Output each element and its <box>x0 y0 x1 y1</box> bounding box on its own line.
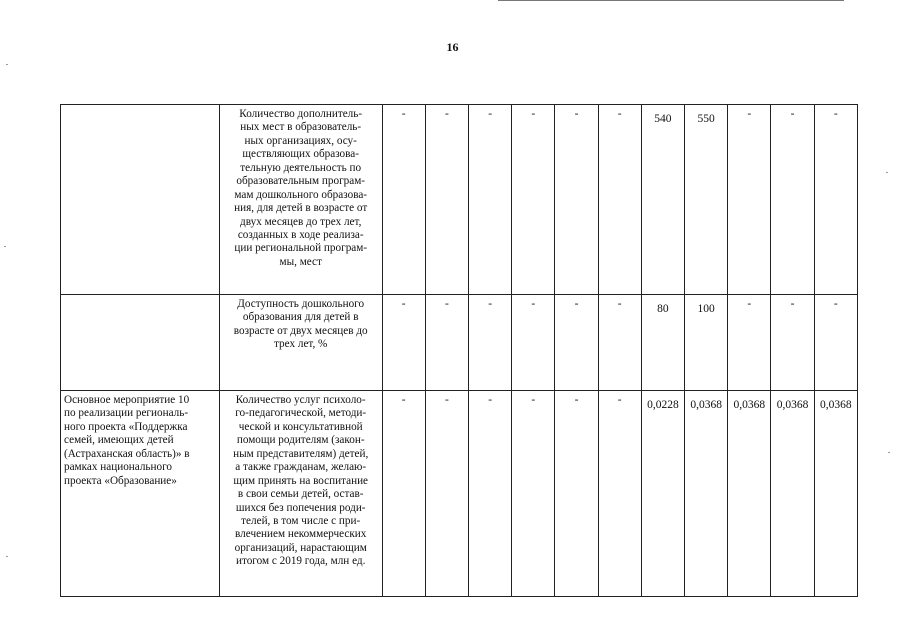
value-cell: - <box>555 391 598 597</box>
value-cell: 540 <box>641 105 684 295</box>
value-cell: 80 <box>641 295 684 391</box>
value-cell: - <box>469 295 512 391</box>
scan-speck <box>6 556 8 557</box>
value-cell: - <box>814 295 857 391</box>
value-cell: 0,0368 <box>685 391 728 597</box>
value-cell: - <box>598 391 641 597</box>
page-number: 16 <box>446 40 459 54</box>
indicator-cell <box>219 105 382 295</box>
measure-text: Основное мероприятие 10 по реализации региональ- ного проекта «Поддержка семей, имеющих детей (Астраханская область)» в рамках национального проекта «Образование» <box>64 394 190 487</box>
indicator-cell <box>219 391 382 597</box>
value-cell: - <box>469 391 512 597</box>
scan-speck <box>6 64 8 65</box>
value-cell: - <box>771 105 814 295</box>
value-cell: - <box>771 295 814 391</box>
value-cell: - <box>555 105 598 295</box>
measure-cell <box>61 295 220 391</box>
table-row <box>61 295 858 391</box>
measure-cell <box>61 391 220 597</box>
value-cell: - <box>382 391 425 597</box>
value-cell: - <box>469 105 512 295</box>
value-cell: - <box>555 295 598 391</box>
value-cell: 550 <box>685 105 728 295</box>
indicator-cell <box>219 295 382 391</box>
table-row <box>61 105 858 295</box>
value-cell: - <box>425 105 468 295</box>
value-cell: - <box>728 105 771 295</box>
value-cell: - <box>814 105 857 295</box>
indicator-table <box>60 104 858 597</box>
measure-cell <box>61 105 220 295</box>
value-cell: - <box>382 295 425 391</box>
value-cell: - <box>728 295 771 391</box>
header-rule <box>498 0 844 1</box>
value-cell: - <box>598 295 641 391</box>
scan-speck <box>4 246 6 247</box>
value-cell: 0,0368 <box>728 391 771 597</box>
value-cell: - <box>425 295 468 391</box>
table-row <box>61 391 858 597</box>
value-cell: 0,0368 <box>814 391 857 597</box>
value-cell: - <box>512 105 555 295</box>
value-cell: - <box>512 295 555 391</box>
indicator-text: Количество дополнитель- ных мест в образователь- ных организациях, осу- ществляющих образова- тельную деятельность по образовательным програм- мам дошкольного образова- ния, для детей в возрасте от двух месяцев до трех лет, созданных в ходе реализа- ции региональной програм- мы, мест <box>234 108 368 268</box>
value-cell: 100 <box>685 295 728 391</box>
value-cell: 0,0228 <box>641 391 684 597</box>
value-cell: - <box>382 105 425 295</box>
value-cell: - <box>512 391 555 597</box>
value-cell: 0,0368 <box>771 391 814 597</box>
value-cell: - <box>598 105 641 295</box>
scan-speck <box>886 172 888 173</box>
scan-speck <box>888 452 890 453</box>
value-cell: - <box>425 391 468 597</box>
indicator-text: Доступность дошкольного образования для детей в возрасте от двух месяцев до трех лет, % <box>233 298 368 351</box>
indicator-text: Количество услуг психоло- го-педагогической, методи- ческой и консультативной помощи родителям (закон- ным представителям) детей, а также гражданам, желаю- щим принять на воспитание в свои семьи детей, остав- шихся без попечения роди- телей, в том числе с при- влечением некоммерческих организаций, нарастающим итогом с 2019 года, млн ед. <box>233 394 369 568</box>
